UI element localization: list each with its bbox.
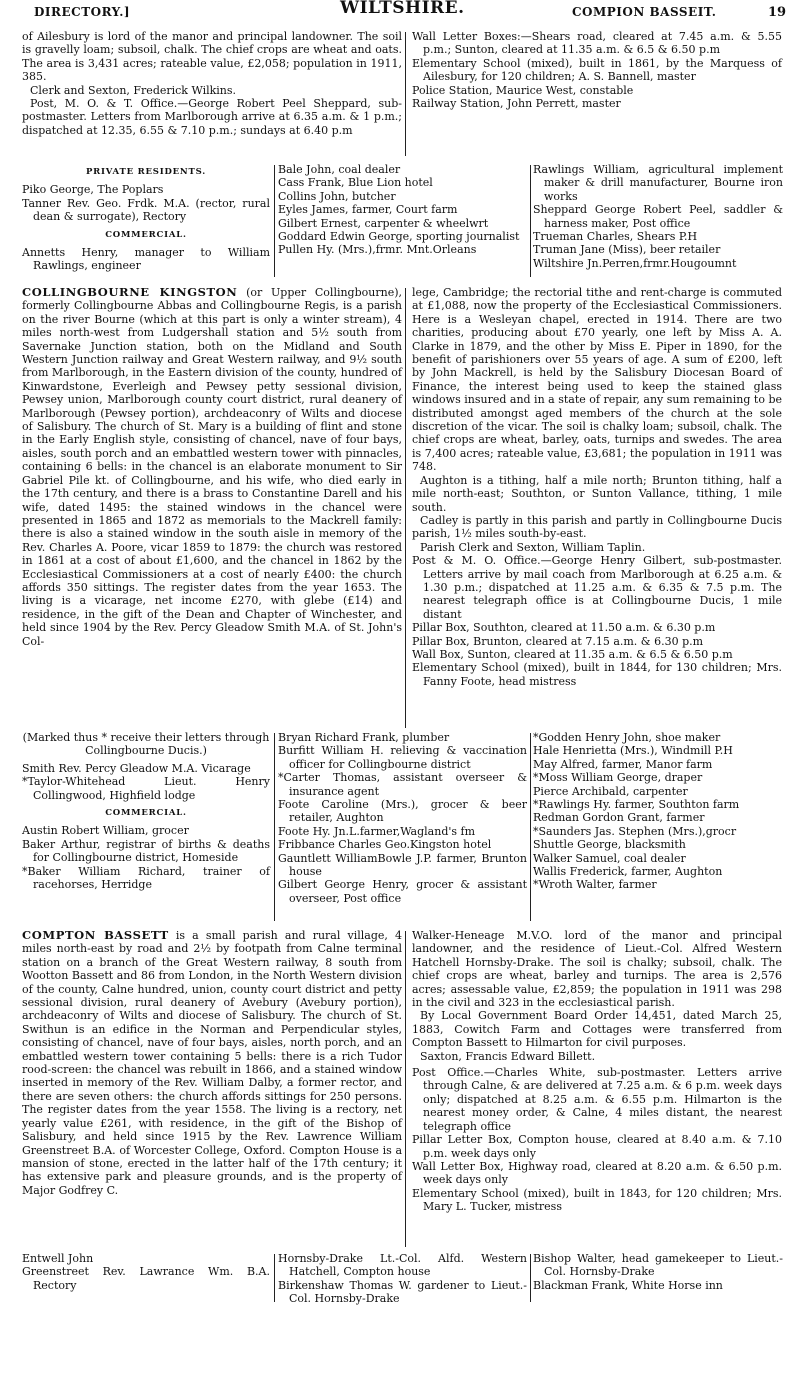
directory-entry: *Saunders Jas. Stephen (Mrs.),grocr	[533, 824, 737, 838]
commercial-list-a	[22, 824, 270, 891]
directory-entry: Wiltshire Jn.Perren,frmr.Hougoumnt	[533, 256, 737, 270]
directory-entry: Rawlings William, agricultural implement maker & drill manufacturer, Bourne iron works	[533, 163, 783, 203]
directory-entry: Hornsby-Drake Lt.-Col. Alfd. Western Hatchell, Compton house	[278, 1252, 527, 1279]
compton-bassett-entry	[0, 929, 800, 1249]
place-name: COMPTON BASSETT	[22, 928, 169, 942]
collingbourne-description	[22, 286, 402, 648]
directory-entry: Smith Rev. Percy Gleadow M.A. Vicarage	[22, 761, 251, 775]
running-head-right: COMPION BASSEIT.	[572, 5, 717, 19]
directory-entry: Walker Samuel, coal dealer	[533, 851, 686, 865]
directory-entry: Wallis Frederick, farmer, Aughton	[533, 865, 723, 879]
column-rule	[405, 931, 406, 1247]
column-rule	[405, 32, 406, 156]
directory-entry: Annetts Henry, manager to William Rawlings, engineer	[22, 246, 270, 273]
directory-entry: *Carter Thomas, assistant overseer & insurance agent	[278, 771, 527, 798]
paragraph: lege, Cambridge; the rectorial tithe and rent-charge is commuted at £1,088, now the property of the Ecclesiastical Commissioners. Here is a Wesleyan chapel, erected in 1914. There are two charities, producing about £70 yearly, one left by Miss A. A. Clarke in 1879, and the other by Miss E. Piper in 1890, for the benefit of parishioners over 55 years of age. A sum of £200, left by John Mackrell, is held by the Salisbury Diocesan Board of Finance, the interest being used to keep the stained glass windows insured and in a state of repair, any sum remaining to be distributed amongst aged members of the church at the sole discretion of the vicar. The soil is chalky loam; subsoil, chalk. The chief crops are wheat, barley, oats, turnips and swedes. The area is 7,400 acres; rateable value, £3,681; the population in 1911 was 748.	[412, 286, 782, 474]
collingbourne-paragraphs	[412, 286, 782, 554]
compton-right-column	[412, 929, 782, 1214]
paragraph: Post, M. O. & T. Office.—George Robert Peel Sheppard, sub-postmaster. Letters from Marlborough arrive at 6.35 a.m. & 1 p.m.; dispatched at 12.35, 6.55 & 7.10 p.m.; sundays at 6.40 p.m	[22, 97, 402, 137]
paragraph: Walker-Heneage M.V.O. lord of the manor and principal landowner, and the residence of Lieut.-Col. Alfred Western Hatchell Hornsby-Drake. The soil is chalky; subsoil, chalk. The chief crops are wheat, barley and turnips. The area is 2,576 acres; assessable value, £2,859; the population in 1911 was 298 in the civil and 323 in the ecclesiastical parish.	[412, 929, 782, 1010]
column-rule	[530, 1254, 531, 1302]
private-residents-list	[22, 762, 270, 802]
directory-list-2	[0, 731, 800, 923]
directory-entry: Police Station, Maurice West, constable	[412, 83, 634, 97]
directory-entry: Elementary School (mixed), built in 1843, for 120 children; Mrs. Mary L. Tucker, mistress	[412, 1186, 782, 1214]
collingbourne-left-column	[22, 286, 402, 648]
directory-entry: Sheppard George Robert Peel, saddler & harness maker, Post office	[533, 203, 783, 230]
private-residents-list	[22, 183, 270, 223]
directory-entry: Austin Robert William, grocer	[22, 824, 189, 838]
directory-column-b	[278, 731, 527, 905]
directory-entry: Hale Henrietta (Mrs.), Windmill P.H	[533, 744, 733, 758]
directory-entry: Elementary School (mixed), built in 1861, by the Marquess of Ailesbury, for 120 children; A. S. Bannell, master	[412, 56, 782, 84]
directory-entry: Shuttle George, blacksmith	[533, 838, 686, 852]
directory-entry: Wall Letter Boxes:—Shears road, cleared at 7.45 a.m. & 5.55 p.m.; Sunton, cleared at 11.35 a.m. & 6.5 & 6.50 p.m	[412, 30, 782, 57]
directory-column-c	[533, 1252, 783, 1292]
directory-entry: Eyles James, farmer, Court farm	[278, 203, 458, 217]
directory-entry: Post & M. O. Office.—George Henry Gilbert, sub-postmaster. Letters arrive by mail coach from Marlborough at 6.25 a.m. & 1.30 p.m.; dispatched at 11.25 a.m. & 6.35 & 7.5 p.m. The nearest telegraph office is at Collingbourne Ducis, 1 mile distant	[412, 554, 782, 621]
directory-entry: Bale John, coal dealer	[278, 163, 401, 176]
commercial-list-a	[22, 246, 270, 273]
running-head-county: WILTSHIRE.	[340, 0, 465, 18]
directory-entry: Truman Jane (Miss), beer retailer	[533, 243, 721, 257]
directory-entry: Post Office.—Charles White, sub-postmaster. Letters arrive through Calne, & are delivered at 7.25 a.m. & 6 p.m. week days only; dispatched at 8.25 a.m. & 6.55 p.m. Hilmarton is the nearest money order, & Calne, 4 miles distant, the nearest telegraph office	[412, 1066, 782, 1133]
directory-entry: Goddard Edwin George, sporting journalist	[278, 230, 520, 244]
top-left-column	[22, 30, 402, 137]
collingbourne-kingston-entry	[0, 286, 800, 731]
directory-entry: *Wroth Walter, farmer	[533, 878, 657, 892]
directory-entry: Railway Station, John Perrett, master	[412, 97, 621, 111]
top-right-column	[412, 30, 782, 110]
directory-column-c	[533, 163, 783, 270]
directory-entry: Gauntlett WilliamBowle J.P. farmer, Brunton house	[278, 851, 527, 879]
compton-services	[412, 1066, 782, 1213]
directory-column-b	[278, 163, 527, 257]
top-continuation	[0, 30, 800, 162]
directory-column-c	[533, 731, 783, 892]
paragraph: Saxton, Francis Edward Billett.	[420, 1049, 596, 1063]
directory-entry: Pullen Hy. (Mrs.),frmr. Mnt.Orleans	[278, 243, 477, 257]
paragraph: Aughton is a tithing, half a mile north; Brunton tithing, half a mile north-east; Southton, or Sunton Vallance, tithing, 1 mile south.	[412, 473, 782, 514]
description-text: (or Upper Collingbourne), formerly Collingbourne Abbas and Collingbourne Regis, is a parish on the river Bourne (which at this part is only a winter stream), 4 miles north-west from Ludgershall station and 5½ south from Savernake Junction station, both on the Midland and South Western Junction railway and Great Western railway, and 9½ south from Marlborough, in the Eastern division of the county, hundred of Kinwardstone, Everleigh and Pewsey petty sessional division, Pewsey union, Marlborough county court district, rural deanery of Marlborough (Pewsey portion), archdeaconry of Wilts and diocese of Salisbury. The church of St. Mary is a building of flint and stone in the Early English style, consisting of chancel, nave of four bays, aisles, south porch and an embattled western tower with pinnacles, containing 6 bells: in the chancel is an elaborate monument to Sir Gabriel Pile kt. of Collingbourne, and his wife, who died early in the 17th century, and there is a brass to Constantine Darell and his wife, dated 1495: the stained windows in the chancel were presented in 1865 and 1872 as memorials to the Mackrell family: there is also a stained window in the south aisle in memory of the Rev. Charles A. Poore, vicar 1859 to 1879: the church was restored in 1861 at a cost of about £1,600, and the chancel in 1862 by the Ecclesiastical Commissioners at a cost of nearly £400: the church affords 350 sittings. The register dates from the year 1653. The living is a vicarage, net income £270, with glebe (£14) and residence, in the gift of the Dean and Chapter of Winchester, and held since 1904 by the Rev. Percy Gleadow Smith M.A. of St. John's Col-	[22, 286, 402, 648]
directory-list-1	[0, 163, 800, 281]
directory-entry: Pillar Box, Southton, cleared at 11.50 a.m. & 6.30 p.m	[412, 621, 716, 635]
directory-entry: Birkenshaw Thomas W. gardener to Lieut.-Col. Hornsby-Drake	[278, 1278, 527, 1306]
directory-entry: *Rawlings Hy. farmer, Southton farm	[533, 798, 740, 812]
directory-entry: Fribbance Charles Geo.Kingston hotel	[278, 838, 492, 852]
directory-entry: Pillar Letter Box, Compton house, cleared at 8.40 a.m. & 7.10 p.m. week days only	[412, 1133, 782, 1160]
collingbourne-right-column	[412, 286, 782, 688]
directory-entry: *Taylor-Whitehead Lieut. Henry Collingwood, Highfield lodge	[22, 775, 270, 802]
compton-left-column	[22, 929, 402, 1197]
page-number: 19	[768, 5, 787, 20]
collingbourne-services	[412, 554, 782, 688]
directory-entry: Tanner Rev. Geo. Frdk. M.A. (rector, rural dean & surrogate), Rectory	[22, 196, 270, 224]
column-rule	[274, 165, 275, 277]
directory-entry: Redman Gordon Grant, farmer	[533, 811, 705, 825]
directory-entry: Foote Caroline (Mrs.), grocer & beer retailer, Aughton	[278, 798, 527, 825]
directory-entry: Pierce Archibald, carpenter	[533, 784, 688, 798]
place-name: COLLINGBOURNE KINGSTON	[22, 285, 238, 299]
section-heading-commercial: COMMERCIAL.	[105, 808, 187, 819]
column-rule	[530, 733, 531, 921]
directory-entry: Gilbert George Henry, grocer & assistant overseer, Post office	[278, 878, 527, 905]
directory-entry: Foote Hy. Jn.L.farmer,Wagland's fm	[278, 824, 476, 838]
directory-column-a	[22, 1252, 270, 1292]
directory-entry: Bryan Richard Frank, plumber	[278, 731, 450, 744]
directory-entry: Trueman Charles, Shears P.H	[533, 230, 698, 244]
running-head-left: DIRECTORY.]	[34, 5, 131, 19]
paragraph: Parish Clerk and Sexton, William Taplin.	[420, 540, 646, 554]
directory-entry: May Alfred, farmer, Manor farm	[533, 757, 713, 771]
directory-entry: *Baker William Richard, trainer of racehorses, Herridge	[22, 864, 270, 892]
description-text: is a small parish and rural village, 4 miles north-east by road and 2½ by footpath from Calne terminal station on a branch of the Great Western railway, 8 south from Wootton Bassett and 86 from London, in the North Western division of the county, Calne hundred, union, county court district and petty sessional division, rural deanery of Avebury (Avebury portion), archdeaconry of Wilts and diocese of Salisbury. The church of St. Swithun is an edifice in the Norman and Perpendicular styles, consisting of chancel, nave of four bays, aisles, north porch, and an embattled western tower containing 5 bells: there is a rich Tudor rood-screen: the chancel was rebuilt in 1866, and a stained window inserted in memory of the Rev. William Dalby, a former rector, and there are seven others: the church affords sittings for 250 persons. The register dates from the year 1558. The living is a rectory, net yearly value £261, with residence, in the gift of the Bishop of Salisbury, and held since 1915 by the Rev. Lawrence William Greenstreet B.A. of Worcester College, Oxford. Compton House is a mansion of stone, erected in the latter half of the 17th century; it has extensive park and pleasure grounds, and is the property of Major Godfrey C.	[22, 929, 402, 1197]
compton-description	[22, 929, 402, 1197]
page-header	[0, 2, 800, 24]
directory-entry: Burfitt William H. relieving & vaccination officer for Collingbourne district	[278, 744, 527, 771]
directory-entry: Collins John, butcher	[278, 189, 396, 203]
directory-entry: Piko George, The Poplars	[22, 183, 164, 197]
column-rule	[274, 733, 275, 921]
directory-entry: Entwell John	[22, 1252, 94, 1265]
compton-paragraphs	[412, 929, 782, 1063]
paragraph: By Local Government Board Order 14,451, dated March 25, 1883, Cowitch Farm and Cottages were transferred from Compton Bassett to Hilmarton for civil purposes.	[412, 1009, 782, 1050]
directory-entry: Blackman Frank, White Horse inn	[533, 1278, 723, 1292]
directory-entry: Bishop Walter, head gamekeeper to Lieut.-Col. Hornsby-Drake	[533, 1252, 783, 1279]
directory-entry: Cass Frank, Blue Lion hotel	[278, 176, 433, 190]
directory-entry: Baker Arthur, registrar of births & deaths for Collingbourne district, Homeside	[22, 837, 270, 865]
marked-note: (Marked thus * receive their letters through Collingbourne Ducis.)	[22, 731, 270, 758]
section-heading-commercial: COMMERCIAL.	[105, 229, 187, 240]
column-rule	[530, 165, 531, 277]
directory-entry: Pillar Box, Brunton, cleared at 7.15 a.m. & 6.30 p.m	[412, 634, 704, 648]
directory-entry: Wall Box, Sunton, cleared at 11.35 a.m. & 6.5 & 6.50 p.m	[412, 647, 733, 661]
paragraph: of Ailesbury is lord of the manor and principal landowner. The soil is gravelly loam; subsoil, chalk. The chief crops are wheat and oats. The area is 3,431 acres; rateable value, £2,058; population in 1911, 385.	[22, 30, 402, 84]
directory-column-b	[278, 1252, 527, 1306]
directory-entry: Gilbert Ernest, carpenter & wheelwrt	[278, 216, 489, 230]
section-heading-private: PRIVATE RESIDENTS.	[85, 167, 207, 177]
column-rule	[405, 288, 406, 728]
paragraph: Clerk and Sexton, Frederick Wilkins.	[30, 83, 237, 97]
paragraph: Cadley is partly in this parish and partly in Collingbourne Ducis parish, 1½ miles south-by-east.	[412, 513, 782, 541]
column-rule	[274, 1254, 275, 1302]
directory-entry: *Moss William George, draper	[533, 771, 703, 785]
directory-list-3	[0, 1252, 800, 1304]
directory-entry: *Godden Henry John, shoe maker	[533, 731, 721, 744]
directory-entry: Greenstreet Rev. Lawrance Wm. B.A. Rectory	[22, 1265, 270, 1292]
directory-entry: Elementary School (mixed), built in 1844, for 130 children; Mrs. Fanny Foote, head mistress	[412, 661, 782, 688]
directory-entry: Wall Letter Box, Highway road, cleared at 8.20 a.m. & 6.50 p.m. week days only	[412, 1159, 782, 1187]
directory-column-a	[22, 731, 270, 891]
directory-column-a	[22, 163, 270, 273]
